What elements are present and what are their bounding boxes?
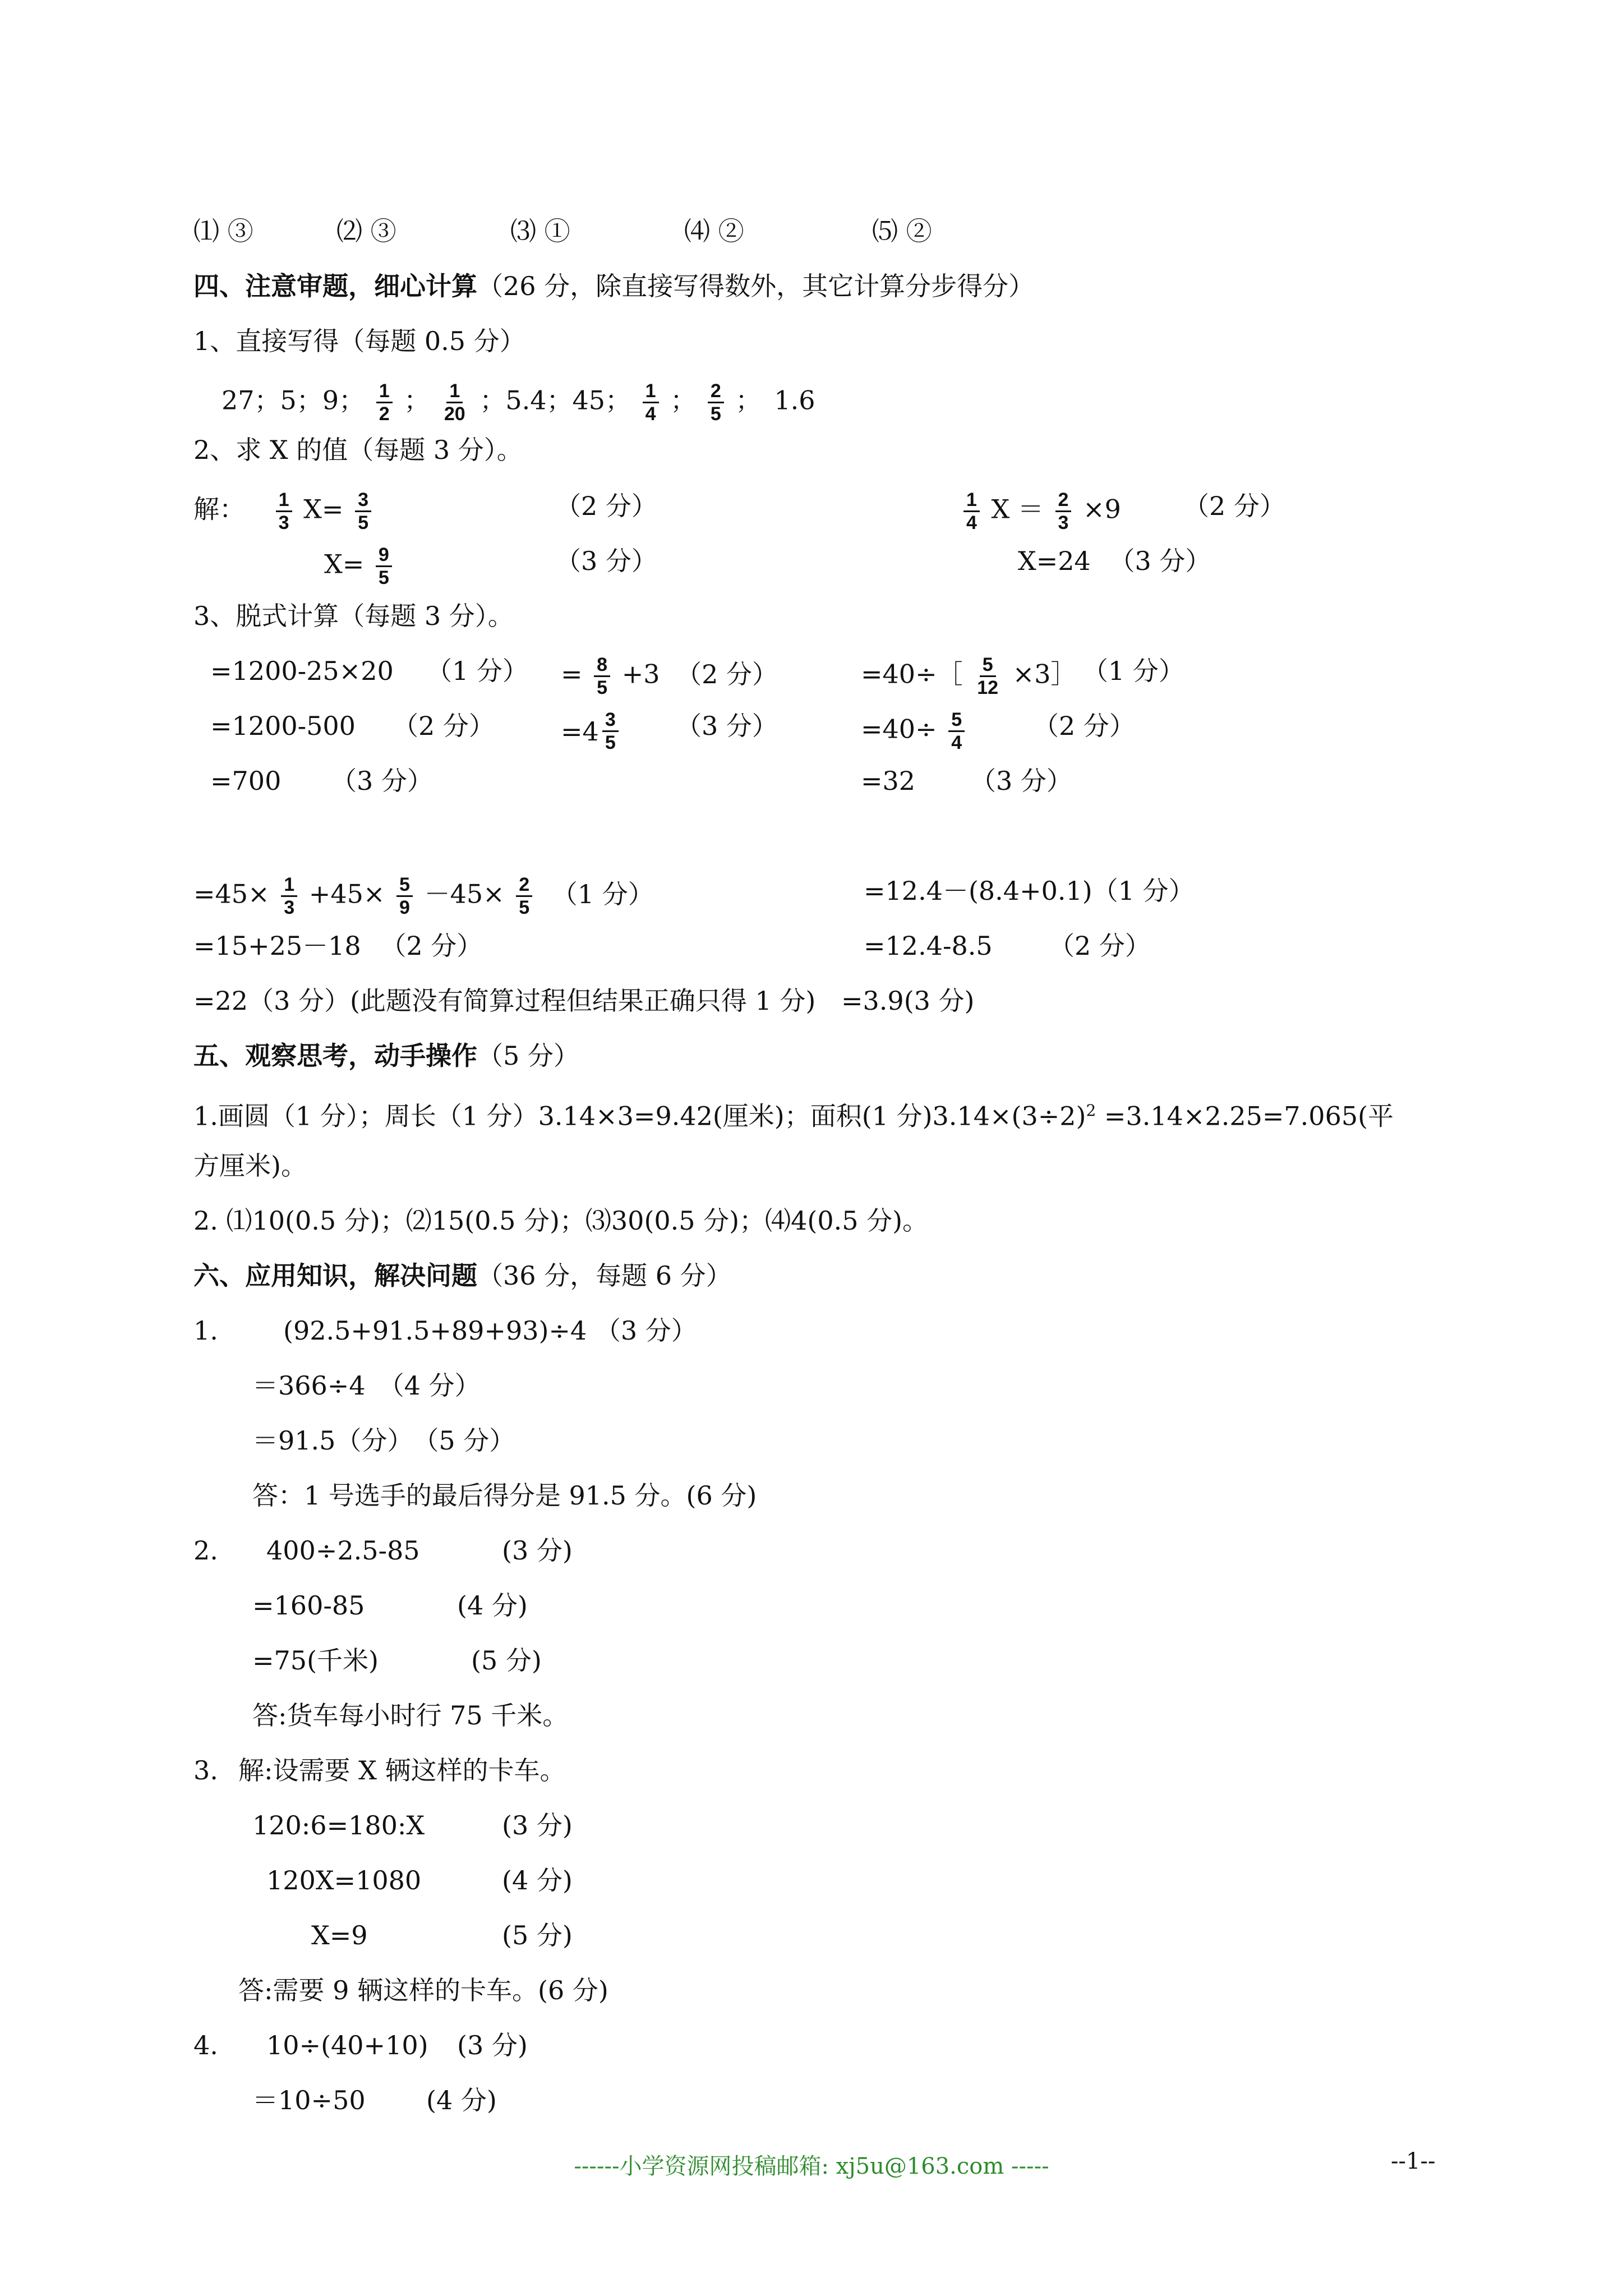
denominator: 5 (358, 512, 369, 533)
calc-d-line-2 (193, 929, 482, 963)
numerator: 9 (376, 544, 392, 567)
mc-answer-1: ⑴ ③ (193, 216, 253, 246)
score: （3 分） (970, 766, 1072, 796)
numerator: 8 (594, 654, 610, 677)
equation-text: =15+25－18 (193, 931, 361, 961)
denominator: 4 (966, 512, 977, 533)
section-4-note: （26 分，除直接写得数外，其它计算分步得分） (477, 271, 1035, 301)
score: （2 分） (676, 659, 778, 689)
score: (4 分) (457, 1590, 528, 1621)
numerator: 3 (355, 489, 371, 512)
section-5-heading (193, 1039, 579, 1073)
fraction (376, 544, 392, 588)
p1-line-2: ＝366÷4 （4 分） (252, 1370, 481, 1401)
mc-answer-5: ⑸ ② (872, 216, 932, 246)
equation-text: －45× (424, 878, 505, 909)
p2-answer: 答:货车每小时行 75 千米。 (252, 1700, 569, 1731)
p3-intro: 解:设需要 X 辆这样的卡车。 (238, 1755, 566, 1786)
score: （2 分） (1049, 931, 1151, 961)
q1-text-c: ； 1.6 (735, 385, 815, 416)
numerator: 2 (1055, 489, 1072, 512)
equation-text: =45× (193, 878, 270, 909)
footer-watermark: ------小学资源网投稿邮箱: xj5u@163.com ----- (574, 2154, 1049, 2179)
calc-e-line-1: =12.4－(8.4+0.1)（1 分） (864, 876, 1195, 906)
denominator: 3 (1058, 512, 1069, 533)
calc-b-line-1 (561, 654, 778, 698)
mixed-number (561, 709, 622, 753)
score: (3 分) (457, 2030, 528, 2060)
fraction (963, 489, 980, 533)
numerator: 2 (516, 874, 532, 897)
q1-title: 1、直接写得（每题 0.5 分） (193, 326, 525, 356)
section-5-title: 五、观察思考，动手操作 (193, 1041, 477, 1071)
problem-number: 1. (193, 1315, 218, 1346)
solution-label: 解： (193, 494, 245, 524)
fraction (1055, 489, 1072, 533)
score: (5 分) (471, 1645, 542, 1676)
numerator: 1 (643, 380, 659, 403)
q2-title: 2、求 X 的值（每题 3 分）。 (193, 435, 523, 465)
equation-text: = (561, 659, 583, 689)
q1-text-b: ；5.4；45； (479, 385, 631, 416)
fraction (602, 709, 619, 753)
denominator: 12 (977, 677, 999, 698)
equation-text: X= (303, 494, 344, 524)
equation-text: =40÷ (861, 714, 937, 744)
denominator: 20 (444, 403, 465, 425)
p2-line-1: 400÷2.5-85 (266, 1535, 420, 1566)
problem-number: 4. (193, 2030, 218, 2060)
section-4-heading (193, 269, 1034, 303)
fraction (948, 709, 965, 753)
calc-e-line-2: =12.4-8.5 (864, 931, 993, 961)
score: （2 分） (1033, 711, 1135, 741)
p1-answer: 答：1 号选手的最后得分是 91.5 分。(6 分) (252, 1480, 757, 1511)
score: (4 分) (502, 1865, 573, 1895)
equation-text: ×3］ (1012, 659, 1077, 689)
p2-line-2: =160-85 (252, 1590, 365, 1621)
equation-text: =40÷［ (861, 659, 963, 689)
denominator: 4 (951, 732, 962, 753)
denominator: 5 (519, 897, 530, 918)
score: （2 分） (555, 491, 657, 521)
calc-d-line-3: =22（3 分）(此题没有简算过程但结果正确只得 1 分) (193, 986, 816, 1016)
score: （2 分） (393, 711, 495, 741)
score: （2 分） (1183, 491, 1285, 521)
p1-line-1: (92.5+91.5+89+93)÷4 （3 分） (283, 1315, 697, 1346)
section-4-title: 四、注意审题，细心计算 (193, 271, 477, 301)
section-5-note: （5 分） (477, 1041, 579, 1071)
fraction (396, 874, 413, 918)
s5-line-2: 方厘米)。 (193, 1151, 307, 1181)
equation-text: =3.14×2.25=7.065(平 (1096, 1101, 1394, 1131)
score: （1 分） (426, 656, 528, 686)
denominator: 5 (597, 677, 608, 698)
numerator: 1 (376, 380, 393, 403)
denominator: 5 (710, 403, 721, 425)
fraction (974, 654, 1001, 698)
calc-a-line-2: =1200-500 (210, 711, 356, 741)
s5-line-1 (193, 1094, 1394, 1133)
section-6-note: （36 分，每题 6 分） (477, 1260, 732, 1291)
calc-b-line-2 (561, 709, 622, 753)
p3-answer: 答:需要 9 辆这样的卡车。(6 分) (238, 1975, 608, 2005)
fraction (376, 380, 393, 425)
denominator: 4 (645, 403, 656, 425)
whole-part: =4 (561, 716, 599, 747)
equation-text: +3 (621, 659, 660, 689)
score: （3 分） (1109, 546, 1211, 576)
numerator: 2 (708, 380, 724, 403)
numerator: 1 (281, 874, 297, 897)
section-6-heading (193, 1259, 732, 1292)
fraction (516, 874, 532, 918)
denominator: 3 (284, 897, 295, 918)
p4-line-2: ＝10÷50 (252, 2085, 366, 2115)
score: (5 分) (502, 1920, 573, 1950)
calc-a-line-3: =700 (210, 766, 282, 796)
calc-c-line-3: =32 (861, 766, 916, 796)
fraction (355, 489, 371, 533)
p1-line-3: ＝91.5（分） （5 分） (252, 1425, 515, 1456)
fraction (276, 489, 292, 533)
denominator: 9 (399, 897, 410, 918)
denominator: 5 (378, 567, 389, 588)
score: (4 分) (426, 2085, 497, 2115)
p3-line-2: 120X=1080 (266, 1865, 422, 1895)
score: （1 分） (1082, 656, 1184, 686)
equation-text: 1.画圆（1 分）；周长（1 分）3.14×3=9.42(厘米)；面积(1 分)3.14×(3÷2) (193, 1101, 1086, 1131)
mc-answer-3: ⑶ ① (510, 216, 570, 246)
equation-text: X= (324, 549, 365, 579)
p3-line-1: 120:6=180:X (252, 1810, 425, 1841)
fraction (441, 380, 468, 425)
numerator: 1 (446, 380, 463, 403)
q2-left-line-2 (324, 544, 395, 588)
superscript: 2 (1086, 1101, 1096, 1120)
separator: ； (670, 385, 697, 416)
fraction (594, 654, 610, 698)
q2-right-line-2 (1018, 544, 1211, 578)
calc-c-line-1 (861, 654, 1077, 698)
calc-c-line-2 (861, 709, 968, 753)
q2-left-line-1 (193, 489, 375, 533)
q3-title: 3、脱式计算（每题 3 分）。 (193, 601, 514, 631)
problem-number: 2. (193, 1535, 218, 1566)
score: （3 分） (331, 766, 433, 796)
score: （3 分） (676, 711, 778, 741)
numerator: 5 (980, 654, 996, 677)
score: （1 分） (551, 878, 654, 909)
equation-text: +45× (308, 878, 385, 909)
score: （3 分） (555, 546, 657, 576)
calc-a-line-1: =1200-25×20 (210, 656, 394, 686)
denominator: 5 (605, 732, 616, 753)
fraction (281, 874, 297, 918)
separator: ； (404, 385, 430, 416)
equation-text: X=24 (1018, 546, 1091, 576)
mc-answer-2: ⑵ ③ (336, 216, 396, 246)
section-6-title: 六、应用知识，解决问题 (193, 1260, 477, 1291)
p2-line-3: =75(千米) (252, 1645, 379, 1676)
calc-e-line-3: =3.9(3 分) (841, 986, 975, 1016)
p3-line-3: X=9 (311, 1920, 368, 1950)
score: (3 分) (502, 1535, 573, 1566)
s5-line-3: 2. ⑴10(0.5 分)；⑵15(0.5 分)；⑶30(0.5 分)；⑷4(0.5 分)。 (193, 1205, 929, 1236)
calc-d-line-1 (193, 874, 654, 918)
q1-text-a: 27；5；9； (222, 385, 365, 416)
equation-text: X ＝ (991, 494, 1044, 524)
numerator: 1 (963, 489, 980, 512)
numerator: 3 (602, 709, 619, 732)
numerator: 1 (276, 489, 292, 512)
numerator: 5 (396, 874, 413, 897)
denominator: 3 (278, 512, 289, 533)
equation-text: ×9 (1083, 494, 1121, 524)
page-number: --1-- (1391, 2148, 1436, 2174)
numerator: 5 (948, 709, 965, 732)
problem-number: 3. (193, 1755, 218, 1786)
fraction (643, 380, 659, 425)
denominator: 2 (379, 403, 390, 425)
mc-answer-4: ⑷ ② (684, 216, 744, 246)
q2-right-line-1 (960, 489, 1121, 533)
score: (3 分) (502, 1810, 573, 1841)
fraction (708, 380, 724, 425)
q1-answers (222, 380, 815, 425)
p4-line-1: 10÷(40+10) (266, 2030, 428, 2060)
score: （2 分） (380, 931, 483, 961)
